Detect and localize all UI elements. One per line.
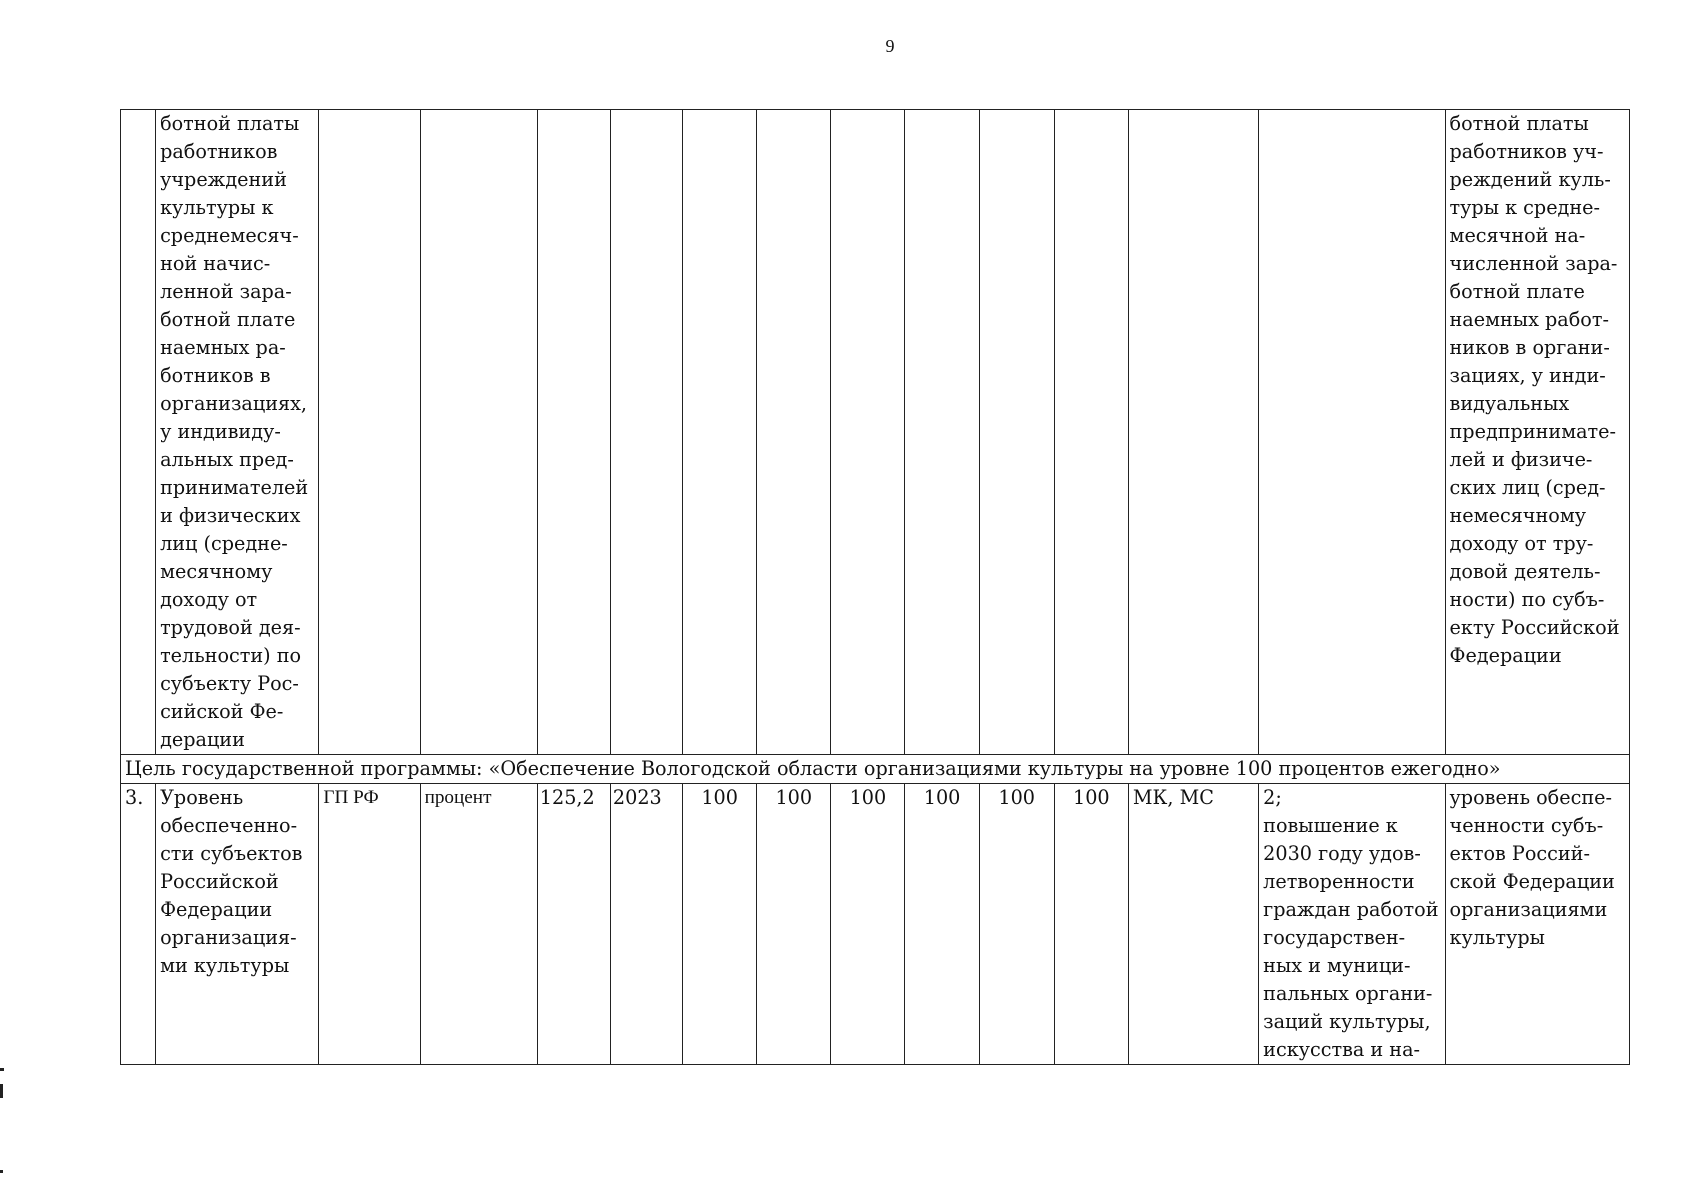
cell-value-4: 100 (905, 784, 979, 1065)
cell-value-6: 100 (1054, 784, 1128, 1065)
cell-value-5 (979, 110, 1054, 755)
table-row-3 (121, 784, 1630, 1065)
cell-level (319, 110, 420, 755)
indicators-table (120, 109, 1630, 1065)
cell-unit (420, 110, 537, 755)
cell-base-year (610, 110, 682, 755)
cell-responsible: МК, МС (1128, 784, 1258, 1065)
margin-mark (0, 1170, 3, 1173)
cell-responsible (1128, 110, 1258, 755)
page-number: 9 (885, 36, 895, 56)
cell-unit: процент (420, 784, 537, 1065)
cell-number: 3. (121, 784, 156, 1065)
cell-base-value: 125,2 (537, 784, 610, 1065)
cell-national-goal (1259, 110, 1445, 755)
cell-value-6 (1054, 110, 1128, 755)
table-row-goal (121, 755, 1630, 784)
goal-text: Цель государственной программы: «Обеспечение Вологодской области организациями культуры на уровне 100 процентов ежегодно» (121, 755, 1630, 784)
cell-value-4 (905, 110, 979, 755)
margin-mark (0, 1084, 3, 1098)
cell-value-5: 100 (979, 784, 1054, 1065)
cell-level: ГП РФ (319, 784, 420, 1065)
cell-value-3: 100 (831, 784, 905, 1065)
margin-mark (0, 1068, 4, 1071)
cell-national-goal: 2; повышение к 2030 году удов- летворенности граждан работой государствен- ных и муници- пальных органи- заций культуры, искусства и на- (1259, 784, 1445, 1065)
cell-indicator-name: Уровень обеспеченно- сти субъектов Российской Федерации организация- ми культуры (156, 784, 319, 1065)
cell-indicator-description: ботной платы работников уч- реждений куль- туры к средне- месячной на- численной зара- ботной плате наемных работ- ников в органи- зациях, у инди- видуальных предпринимате- лей и физиче- ских лиц (сред- немесячному доходу от тру- довой деятель- ности) по субъ- екту Российской Федерации (1445, 110, 1629, 755)
cell-base-value (537, 110, 610, 755)
table-row-continuation (121, 110, 1630, 755)
cell-value-1: 100 (683, 784, 757, 1065)
cell-value-3 (831, 110, 905, 755)
cell-indicator-name: ботной платы работников учреждений культуры к среднемесяч- ной начис- ленной зара- ботной плате наемных ра- ботников в организациях, у индивиду- альных пред- принимателей и физических лиц (средне- месячному доходу от трудовой дея- тельности) по субъекту Рос- сийской Фе- дерации (156, 110, 319, 755)
cell-value-1 (683, 110, 757, 755)
cell-value-2 (757, 110, 831, 755)
cell-value-2: 100 (757, 784, 831, 1065)
cell-base-year: 2023 (610, 784, 682, 1065)
cell-number (121, 110, 156, 755)
cell-indicator-description: уровень обеспе- ченности субъ- ектов Россий- ской Федерации организациями культуры (1445, 784, 1629, 1065)
